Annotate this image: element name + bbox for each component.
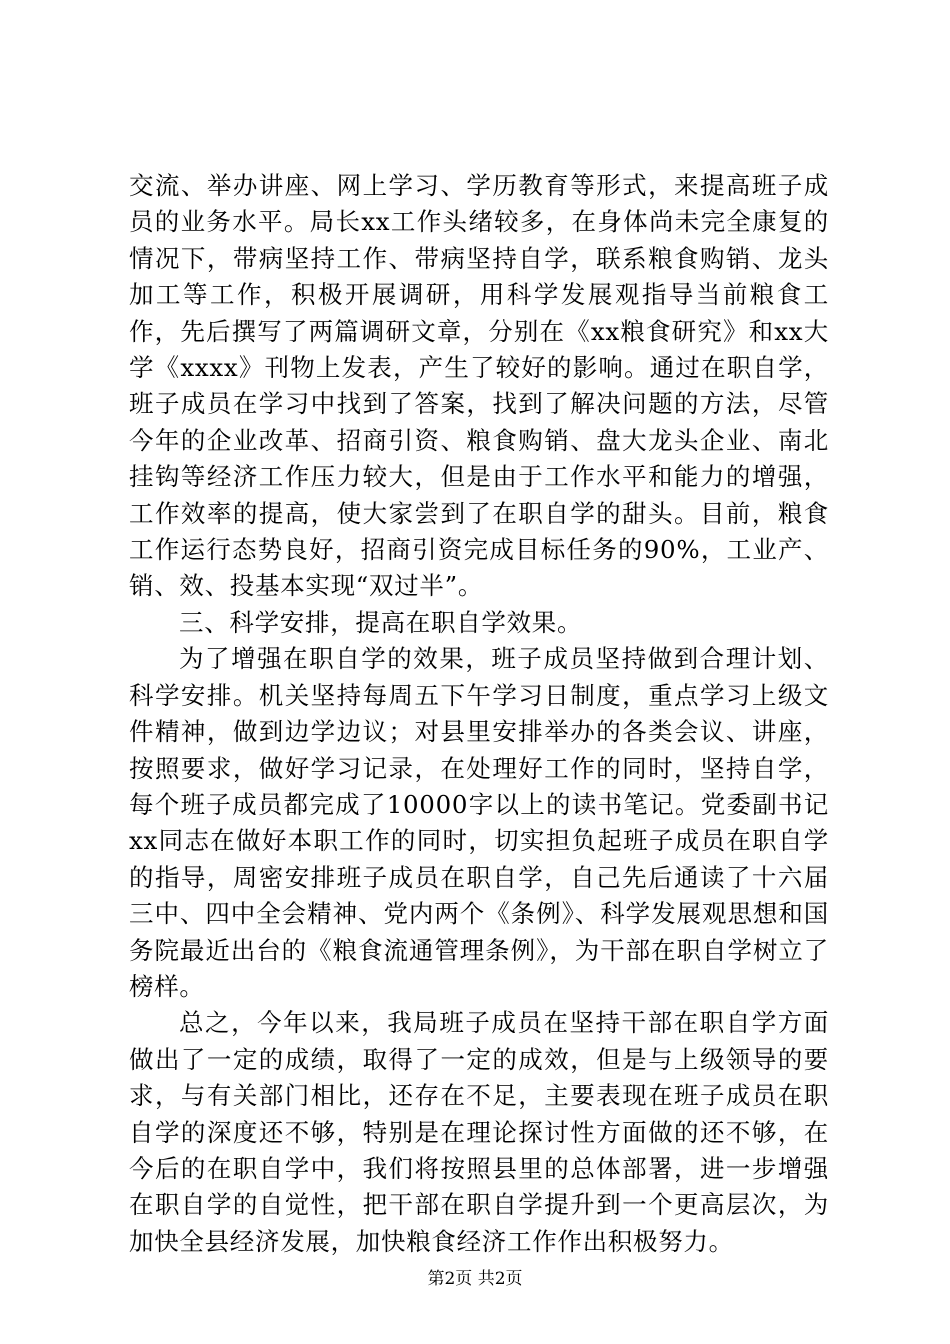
section-heading-3: 三、科学安排，提高在职自学效果。: [179, 607, 583, 637]
paragraph-summary: 总之，今年以来，我局班子成员在坚持干部在职自学方面做出了一定的成绩，取得了一定的成效，但是与上级领导的要求，与有关部门相比，还存在不足，主要表现在班子成员在职自学的深度还不够，特别是在理论探讨性方面做的还不够，在今后的在职自学中，我们将按照县里的总体部署，进一步增强在职自学的自觉性，把干部在职自学提升到一个更高层次，为加快全县经济发展，加快粮食经济工作作出积极努力。: [129, 1008, 829, 1256]
document-body: [129, 168, 829, 1260]
paragraph-study-arrangement: 为了增强在职自学的效果，班子成员坚持做到合理计划、科学安排。机关坚持每周五下午学习日制度，重点学习上级文件精神，做到边学边议；对县里安排举办的各类会议、讲座，按照要求，做好学习记录，在处理好工作的同时，坚持自学，每个班子成员都完成了10000字以上的读书笔记。党委副书记xx同志在做好本职工作的同时，切实担负起班子成员在职自学的指导，周密安排班子成员在职自学，自己先后通读了十六届三中、四中全会精神、党内两个《条例》、科学发展观思想和国务院最近出台的《粮食流通管理条例》，为干部在职自学树立了榜样。: [129, 644, 829, 1001]
page-number: 第2页 共2页: [427, 1269, 523, 1289]
paragraph-continuation: 交流、举办讲座、网上学习、学历教育等形式，来提高班子成员的业务水平。局长xx工作头绪较多，在身体尚未完全康复的情况下，带病坚持工作、带病坚持自学，联系粮食购销、龙头加工等工作，积极开展调研，用科学发展观指导当前粮食工作，先后撰写了两篇调研文章，分别在《xx粮食研究》和xx大学《xxxx》刊物上发表，产生了较好的影响。通过在职自学，班子成员在学习中找到了答案，找到了解决问题的方法，尽管今年的企业改革、招商引资、粮食购销、盘大龙头企业、南北挂钩等经济工作压力较大，但是由于工作水平和能力的增强，工作效率的提高，使大家尝到了在职自学的甜头。目前，粮食工作运行态势良好，招商引资完成目标任务的90%，工业产、销、效、投基本实现“双过半”。: [129, 171, 829, 601]
